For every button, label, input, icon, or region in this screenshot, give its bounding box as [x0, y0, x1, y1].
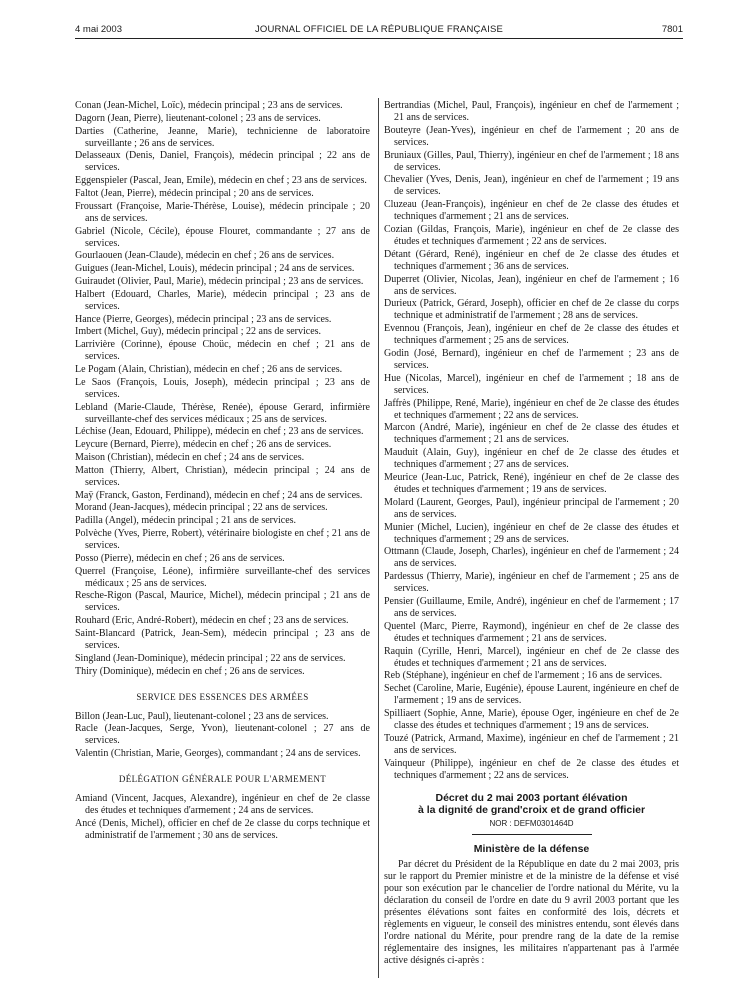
- honoree-entry: Cluzeau (Jean-François), ingénieur en chef de 2e classe des études et techniques d'armement ; 21 ans de services.: [384, 199, 679, 223]
- page-header: [75, 24, 683, 38]
- honoree-entry: Evennou (François, Jean), ingénieur en chef de 2e classe des études et techniques d'armement ; 25 ans de services.: [384, 323, 679, 347]
- honoree-entry: Meurice (Jean-Luc, Patrick, René), ingénieur en chef de 2e classe des études et techniques d'armement ; 19 ans de services.: [384, 471, 679, 495]
- honoree-entry: Saint-Blancard (Patrick, Jean-Sem), médecin principal ; 23 ans de services.: [75, 627, 370, 651]
- honoree-entry: Billon (Jean-Luc, Paul), lieutenant-colonel ; 23 ans de services.: [75, 710, 329, 722]
- header-date: 4 mai 2003: [75, 24, 123, 35]
- honoree-entry: Singland (Jean-Dominique), médecin principal ; 22 ans de services.: [75, 652, 346, 664]
- honoree-entry: Le Saos (François, Louis, Joseph), médecin principal ; 23 ans de services.: [75, 376, 370, 400]
- honoree-entry: Leycure (Bernard, Pierre), médecin en chef ; 26 ans de services.: [75, 439, 332, 451]
- honoree-entry: Marcon (André, Marie), ingénieur en chef de 2e classe des études et techniques d'armement ; 21 ans de services.: [384, 422, 679, 446]
- left-column: [75, 100, 370, 843]
- honoree-entry: Cozian (Gildas, François, Marie), ingénieur en chef de 2e classe des études et techniques d'armement ; 22 ans de services.: [384, 223, 679, 247]
- honoree-entry: Froussart (Françoise, Marie-Thérèse, Louise), médecin principale ; 20 ans de services.: [75, 200, 370, 224]
- honoree-entry: Maÿ (Franck, Gaston, Ferdinand), médecin en chef ; 24 ans de services.: [75, 489, 363, 501]
- honoree-entry: Guiraudet (Olivier, Paul, Marie), médecin principal ; 23 ans de services.: [75, 275, 364, 287]
- honoree-entry: Détant (Gérard, René), ingénieur en chef de 2e classe des études et techniques d'armement ; 36 ans de services.: [384, 248, 679, 272]
- decree-title-line1: Décret du 2 mai 2003 portant élévation: [435, 791, 628, 804]
- honoree-entry: Darties (Catherine, Jeanne, Marie), technicienne de laboratoire surveillante ; 26 ans de services.: [75, 125, 370, 149]
- decree-nor: NOR : DEFM0301464D: [489, 818, 574, 828]
- honoree-entry: Spilliaert (Sophie, Anne, Marie), épouse Oger, ingénieure en chef de 2e classe des études et techniques d'armement ; 19 ans de services.: [384, 707, 679, 731]
- honoree-entry: Munier (Michel, Lucien), ingénieur en chef de 2e classe des études et techniques d'armement ; 29 ans de services.: [384, 521, 679, 545]
- honoree-entry: Sechet (Caroline, Marie, Eugénie), épouse Laurent, ingénieure en chef de l'armement ; 19 ans de services.: [384, 683, 679, 707]
- left-entries-medical: [75, 100, 370, 678]
- honoree-entry: Imbert (Michel, Guy), médecin principal ; 22 ans de services.: [75, 326, 322, 338]
- honoree-entry: Amiand (Vincent, Jacques, Alexandre), ingénieur en chef de 2e classe des études et techniques d'armement ; 24 ans de services.: [75, 793, 370, 817]
- honoree-entry: Faltot (Jean, Pierre), médecin principal ; 20 ans de services.: [75, 187, 314, 199]
- honoree-entry: Reb (Stéphane), ingénieur en chef de l'armement ; 16 ans de services.: [384, 670, 663, 682]
- left-entries-essences: [75, 711, 370, 761]
- honoree-entry: Raquin (Cyrille, Henri, Marcel), ingénieur en chef de 2e classe des études et techniques d'armement ; 21 ans de services.: [384, 645, 679, 669]
- honoree-entry: Gourlaouen (Jean-Claude), médecin en chef ; 26 ans de services.: [75, 250, 335, 262]
- honoree-entry: Dagorn (Jean, Pierre), lieutenant-colonel ; 23 ans de services.: [75, 112, 321, 124]
- honoree-entry: Jaffrès (Philippe, René, Marie), ingénieur en chef de 2e classe des études et techniques d'armement ; 22 ans de services.: [384, 397, 679, 421]
- honoree-entry: Maison (Christian), médecin en chef ; 24 ans de services.: [75, 451, 305, 463]
- right-entries-armement: [384, 100, 679, 782]
- header-journal-title: JOURNAL OFFICIEL DE LA RÉPUBLIQUE FRANÇAISE: [254, 24, 504, 35]
- honoree-entry: Duperret (Olivier, Nicolas, Jean), ingénieur en chef de l'armement ; 16 ans de services.: [384, 273, 679, 297]
- honoree-entry: Padilla (Angel), médecin principal ; 21 ans de services.: [75, 515, 297, 527]
- column-divider: [378, 98, 379, 978]
- header-page-number: 7801: [661, 24, 683, 35]
- honoree-entry: Bertrandias (Michel, Paul, François), ingénieur en chef de l'armement ; 21 ans de services.: [384, 100, 679, 123]
- decree-title-line2: à la dignité de grand'croix et de grand officier: [417, 803, 646, 816]
- section-heading-essences: SERVICE DES ESSENCES DES ARMÉES: [136, 691, 309, 702]
- honoree-entry: Rouhard (Eric, André-Robert), médecin en chef ; 23 ans de services.: [75, 615, 349, 627]
- honoree-entry: Resche-Rigon (Pascal, Maurice, Michel), médecin principal ; 21 ans de services.: [75, 590, 370, 614]
- honoree-entry: Bruniaux (Gilles, Paul, Thierry), ingénieur en chef de l'armement ; 18 ans de services.: [384, 149, 679, 173]
- honoree-entry: Querrel (Françoise, Léone), infirmière surveillante-chef des services médicaux ; 25 ans de services.: [75, 565, 370, 589]
- honoree-entry: Chevalier (Yves, Denis, Jean), ingénieur en chef de l'armement ; 19 ans de services.: [384, 174, 679, 198]
- honoree-entry: Bouteyre (Jean-Yves), ingénieur en chef de l'armement ; 20 ans de services.: [384, 124, 679, 148]
- honoree-entry: Gabriel (Nicole, Cécile), épouse Flouret, commandante ; 27 ans de services.: [75, 225, 370, 249]
- honoree-entry: Hue (Nicolas, Marcel), ingénieur en chef de l'armement ; 18 ans de services.: [384, 372, 679, 396]
- honoree-entry: Durieux (Patrick, Gérard, Joseph), officier en chef de 2e classe du corps technique et administratif de l'armement ; 28 ans de services.: [384, 298, 679, 322]
- honoree-entry: Eggenspieler (Pascal, Jean, Emile), médecin en chef ; 23 ans de services.: [75, 175, 367, 187]
- header-rule: [75, 38, 683, 39]
- honoree-entry: Morand (Jean-Jacques), médecin principal ; 22 ans de services.: [75, 502, 328, 514]
- honoree-entry: Le Pogam (Alain, Christian), médecin en chef ; 26 ans de services.: [75, 363, 343, 375]
- honoree-entry: Halbert (Edouard, Charles, Marie), médecin principal ; 23 ans de services.: [75, 288, 370, 312]
- ministry-heading: Ministère de la défense: [473, 842, 590, 855]
- honoree-entry: Vainqueur (Philippe), ingénieur en chef de 2e classe des études et techniques d'armement ; 22 ans de services.: [384, 757, 679, 781]
- honoree-entry: Touzé (Patrick, Armand, Maxime), ingénieur en chef de l'armement ; 21 ans de services.: [384, 732, 679, 756]
- honoree-entry: Pardessus (Thierry, Marie), ingénieur en chef de l'armement ; 25 ans de services.: [384, 571, 679, 595]
- honoree-entry: Quentel (Marc, Pierre, Raymond), ingénieur en chef de 2e classe des études et techniques d'armement ; 21 ans de services.: [384, 620, 679, 644]
- honoree-entry: Ancé (Denis, Michel), officier en chef de 2e classe du corps technique et administratif de l'armement ; 30 ans de services.: [75, 817, 370, 841]
- decree-body: Par décret du Président de la République en date du 2 mai 2003, pris sur le rapport du Premier ministre et de la ministre de la défense et visé pour son exécution par le chancelier de l'ordre national du Mérite, vu la déclaration du conseil de l'ordre en date du 9 avril 2003 portant que les présentes élévations sont faites en conformité des lois, décrets et règlements en vigueur, le conseil des ministres entendu, sont élevés dans l'ordre national du Mérite, pour prendre rang de la date de la remise réglementaire des insignes, les militaires n'appartenant pas à l'armée active désignés ci-après :: [384, 858, 679, 966]
- honoree-entry: Larrivière (Corinne), épouse Choüc, médecin en chef ; 21 ans de services.: [75, 339, 370, 363]
- honoree-entry: Racle (Jean-Jacques, Serge, Yvon), lieutenant-colonel ; 27 ans de services.: [75, 723, 370, 747]
- left-entries-armement: [75, 793, 370, 842]
- honoree-entry: Posso (Pierre), médecin en chef ; 26 ans de services.: [75, 552, 285, 564]
- decree-rule: [472, 834, 592, 835]
- honoree-entry: Godin (José, Bernard), ingénieur en chef de l'armement ; 23 ans de services.: [384, 347, 679, 371]
- honoree-entry: Mauduit (Alain, Guy), ingénieur en chef de 2e classe des études et techniques d'armement ; 27 ans de services.: [384, 447, 679, 471]
- honoree-entry: Léchise (Jean, Edouard, Philippe), médecin en chef ; 23 ans de services.: [75, 426, 364, 438]
- honoree-entry: Guigues (Jean-Michel, Louis), médecin principal ; 24 ans de services.: [75, 263, 355, 275]
- honoree-entry: Pensier (Guillaume, Emile, André), ingénieur en chef de l'armement ; 17 ans de services.: [384, 595, 679, 619]
- right-column: [384, 100, 679, 967]
- honoree-entry: Matton (Thierry, Albert, Christian), médecin principal ; 24 ans de services.: [75, 464, 370, 488]
- honoree-entry: Delasseaux (Denis, Daniel, François), médecin principal ; 22 ans de services.: [75, 150, 370, 174]
- honoree-entry: Ottmann (Claude, Joseph, Charles), ingénieur en chef de l'armement ; 24 ans de services.: [384, 546, 679, 570]
- honoree-entry: Molard (Laurent, Georges, Paul), ingénieur principal de l'armement ; 20 ans de services.: [384, 496, 679, 520]
- honoree-entry: Valentin (Christian, Marie, Georges), commandant ; 24 ans de services.: [75, 748, 361, 760]
- honoree-entry: Polvèche (Yves, Pierre, Robert), vétérinaire biologiste en chef ; 21 ans de services.: [75, 527, 370, 551]
- honoree-entry: Hance (Pierre, Georges), médecin principal ; 23 ans de services.: [75, 313, 332, 325]
- section-heading-armement: DÉLÉGATION GÉNÉRALE POUR L'ARMEMENT: [118, 774, 327, 785]
- honoree-entry: Lebland (Marie-Claude, Thérèse, Renée), épouse Gerard, infirmière surveillante-chef des services médicaux ; 25 ans de services.: [75, 401, 370, 425]
- honoree-entry: Conan (Jean-Michel, Loïc), médecin principal ; 23 ans de services.: [75, 100, 343, 111]
- honoree-entry: Thiry (Dominique), médecin en chef ; 26 ans de services.: [75, 665, 305, 677]
